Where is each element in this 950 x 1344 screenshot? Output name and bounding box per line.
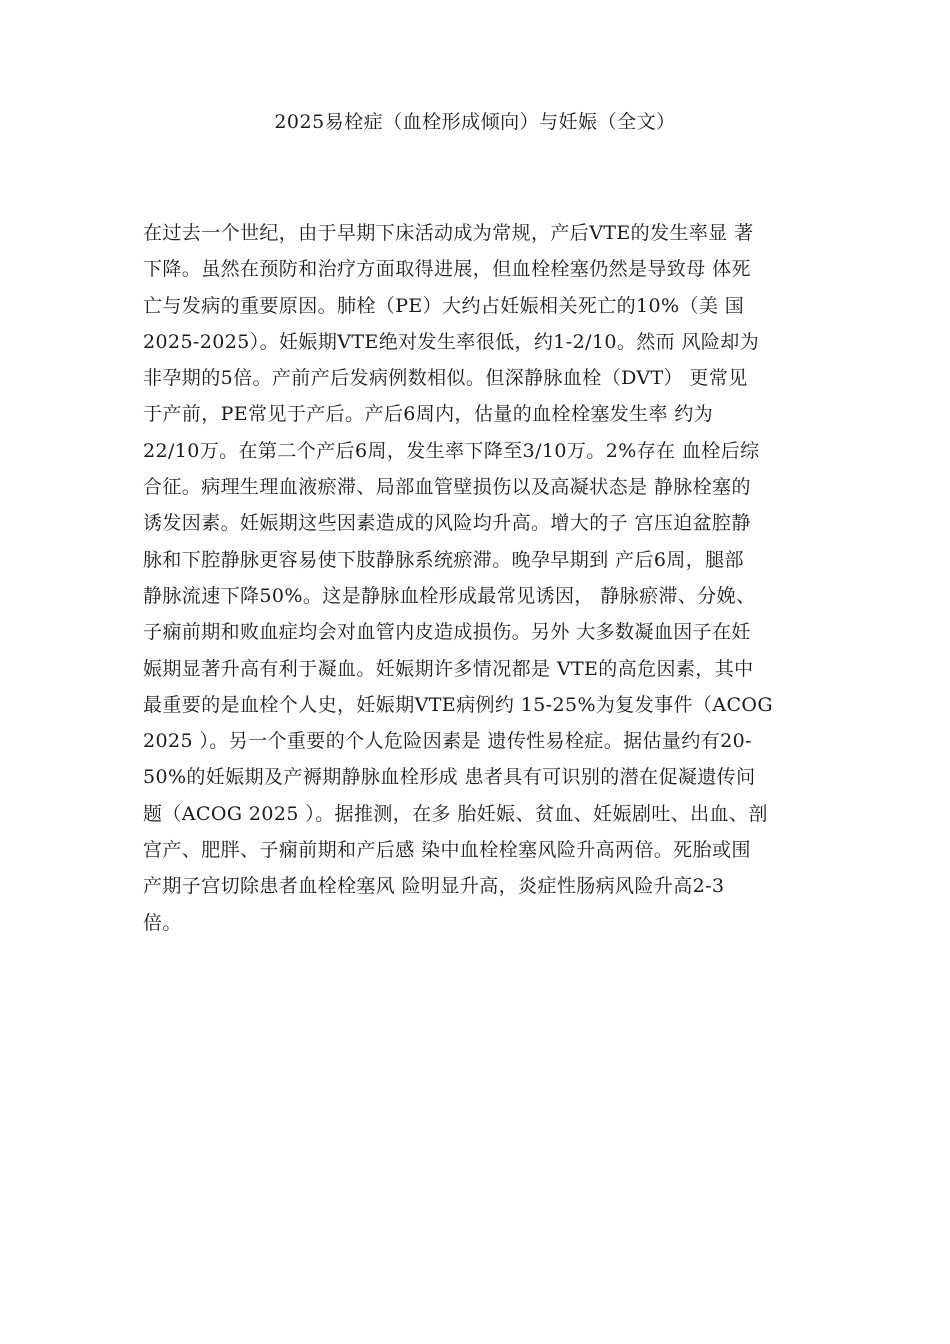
body-line: 合征。病理生理血液瘀滞、局部血管壁损伤以及高凝状态是 静脉栓塞的 [143, 476, 751, 499]
body-line: 于产前，PE常见于产后。产后6周内，估量的血栓栓塞发生率 约为 [143, 403, 714, 426]
body-line: 子痫前期和败血症均会对血管内皮造成损伤。另外 大多数凝血因子在妊 [143, 621, 751, 644]
body-line: 50%的妊娠期及产褥期静脉血栓形成 患者具有可识别的潜在促凝遗传问 [143, 766, 756, 789]
body-line: 非孕期的5倍。产前产后发病例数相似。但深静脉血栓（DVT） 更常见 [143, 367, 748, 390]
document-title: 2025易栓症（血栓形成倾向）与妊娠（全文） [274, 111, 676, 133]
body-line: 最重要的是血栓个人史，妊娠期VTE病例约 15-25%为复发事件（ACOG [143, 693, 773, 716]
document-body [143, 215, 823, 941]
body-line: 2025-2025）。妊娠期VTE绝对发生率很低，约1-2/10。然而 风险却为 [143, 330, 760, 353]
body-line: 静脉流速下降50%。这是静脉血栓形成最常见诱因， 静脉瘀滞、分娩、 [143, 584, 756, 607]
body-line: 22/10万。在第二个产后6周，发生率下降至3/10万。2%存在 血栓后综 [143, 439, 760, 462]
body-line: 题（ACOG 2025 ）。据推测，在多 胎妊娠、贫血、妊娠剧吐、出血、剖 [143, 802, 768, 825]
body-line: 脉和下腔静脉更容易使下肢静脉系统瘀滞。晚孕早期到 产后6周，腿部 [143, 548, 744, 571]
body-line: 宫产、肥胖、子痫前期和产后感 染中血栓栓塞风险升高两倍。死胎或围 [143, 839, 751, 862]
body-line: 娠期显著升高有利于凝血。妊娠期许多情况都是 VTE的高危因素，其中 [143, 657, 754, 680]
body-line: 下降。虽然在预防和治疗方面取得进展，但血栓栓塞仍然是导致母 体死 [143, 258, 751, 281]
body-line: 亡与发病的重要原因。肺栓（PE）大约占妊娠相关死亡的10%（美 国 [143, 294, 745, 317]
body-line: 诱发因素。妊娠期这些因素造成的风险均升高。增大的子 宫压迫盆腔静 [143, 512, 751, 535]
body-line: 倍。 [143, 911, 182, 934]
body-line: 在过去一个世纪，由于早期下床活动成为常规，产后VTE的发生率显 著 [143, 222, 754, 244]
body-line: 2025 ）。另一个重要的个人危险因素是 遗传性易栓症。据估量约有20- [143, 730, 752, 753]
body-line: 产期子宫切除患者血栓栓塞风 险明显升高，炎症性肠病风险升高2-3 [143, 875, 725, 898]
